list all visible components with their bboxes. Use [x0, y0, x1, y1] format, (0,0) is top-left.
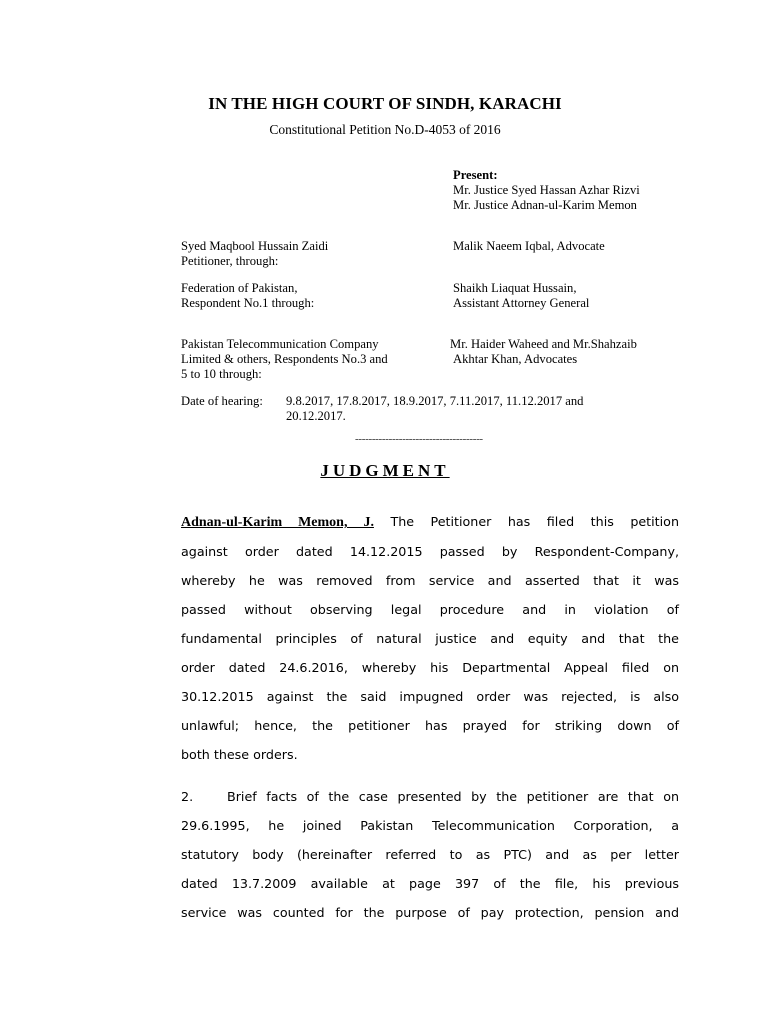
paragraph-1-line: 30.12.2015 against the said impugned order was rejected, is also	[181, 689, 679, 704]
paragraph-2-line: service was counted for the purpose of pay protection, pension and	[181, 905, 679, 920]
respondents-name-cont: Limited & others, Respondents No.3 and	[181, 352, 388, 366]
paragraph-2-line: dated 13.7.2009 available at page 397 of the file, his previous	[181, 876, 679, 891]
divider: --------------------------------------	[355, 433, 483, 445]
hearing-dates-line2: 20.12.2017.	[286, 409, 346, 423]
hearing-dates-line1: 9.8.2017, 17.8.2017, 18.9.2017, 7.11.2017, 11.12.2017 and	[286, 394, 584, 408]
respondent1-counsel: Shaikh Liaquat Hussain,	[453, 281, 577, 295]
paragraph-2-line: 29.6.1995, he joined Pakistan Telecommunication Corporation, a	[181, 818, 679, 833]
hearing-label: Date of hearing:	[181, 394, 263, 408]
respondents-role: 5 to 10 through:	[181, 367, 262, 381]
paragraph-1-line: passed without observing legal procedure and in violation of	[181, 602, 679, 617]
paragraph-1-line: against order dated 14.12.2015 passed by Respondent-Company,	[181, 544, 679, 559]
respondent1-role: Respondent No.1 through:	[181, 296, 315, 310]
judge-1: Mr. Justice Syed Hassan Azhar Rizvi	[453, 183, 640, 197]
paragraph-1-line: both these orders.	[181, 747, 298, 762]
respondents-counsel-cont: Akhtar Khan, Advocates	[453, 352, 578, 366]
petitioner-role: Petitioner, through:	[181, 254, 279, 268]
paragraph-2	[181, 782, 679, 927]
respondent1-name: Federation of Pakistan,	[181, 281, 298, 295]
respondent1-counsel-title: Assistant Attorney General	[453, 296, 590, 310]
paragraph-2-number: 2.	[181, 789, 194, 804]
paragraph-1-line: order dated 24.6.2016, whereby his Departmental Appeal filed on	[181, 660, 679, 675]
paragraph-2-first-line: Brief facts of the case presented by the petitioner are that on	[227, 789, 679, 804]
petitioner-counsel: Malik Naeem Iqbal, Advocate	[453, 239, 605, 253]
paragraph-1	[181, 507, 679, 769]
judgment-heading: JUDGMENT	[320, 461, 450, 480]
judge-2: Mr. Justice Adnan-ul-Karim Memon	[453, 198, 637, 212]
court-title: IN THE HIGH COURT OF SINDH, KARACHI	[208, 94, 562, 113]
paragraph-2-line: statutory body (hereinafter referred to as PTC) and as per letter	[181, 847, 679, 862]
paragraph-1-first-line: The Petitioner has filed this petition	[373, 514, 679, 529]
respondents-counsel: Mr. Haider Waheed and Mr.Shahzaib	[450, 337, 637, 351]
paragraph-1-line: whereby he was removed from service and asserted that it was	[181, 573, 679, 588]
paragraph-1-line: unlawful; hence, the petitioner has prayed for striking down of	[181, 718, 679, 733]
respondents-name: Pakistan Telecommunication Company	[181, 337, 379, 351]
judge-name: Adnan-ul-Karim Memon, J.	[181, 515, 374, 530]
petition-number: Constitutional Petition No.D-4053 of 2016	[269, 122, 501, 137]
petitioner-name: Syed Maqbool Hussain Zaidi	[181, 239, 329, 253]
present-label: Present:	[453, 168, 498, 182]
paragraph-1-line: fundamental principles of natural justice and equity and that the	[181, 631, 679, 646]
